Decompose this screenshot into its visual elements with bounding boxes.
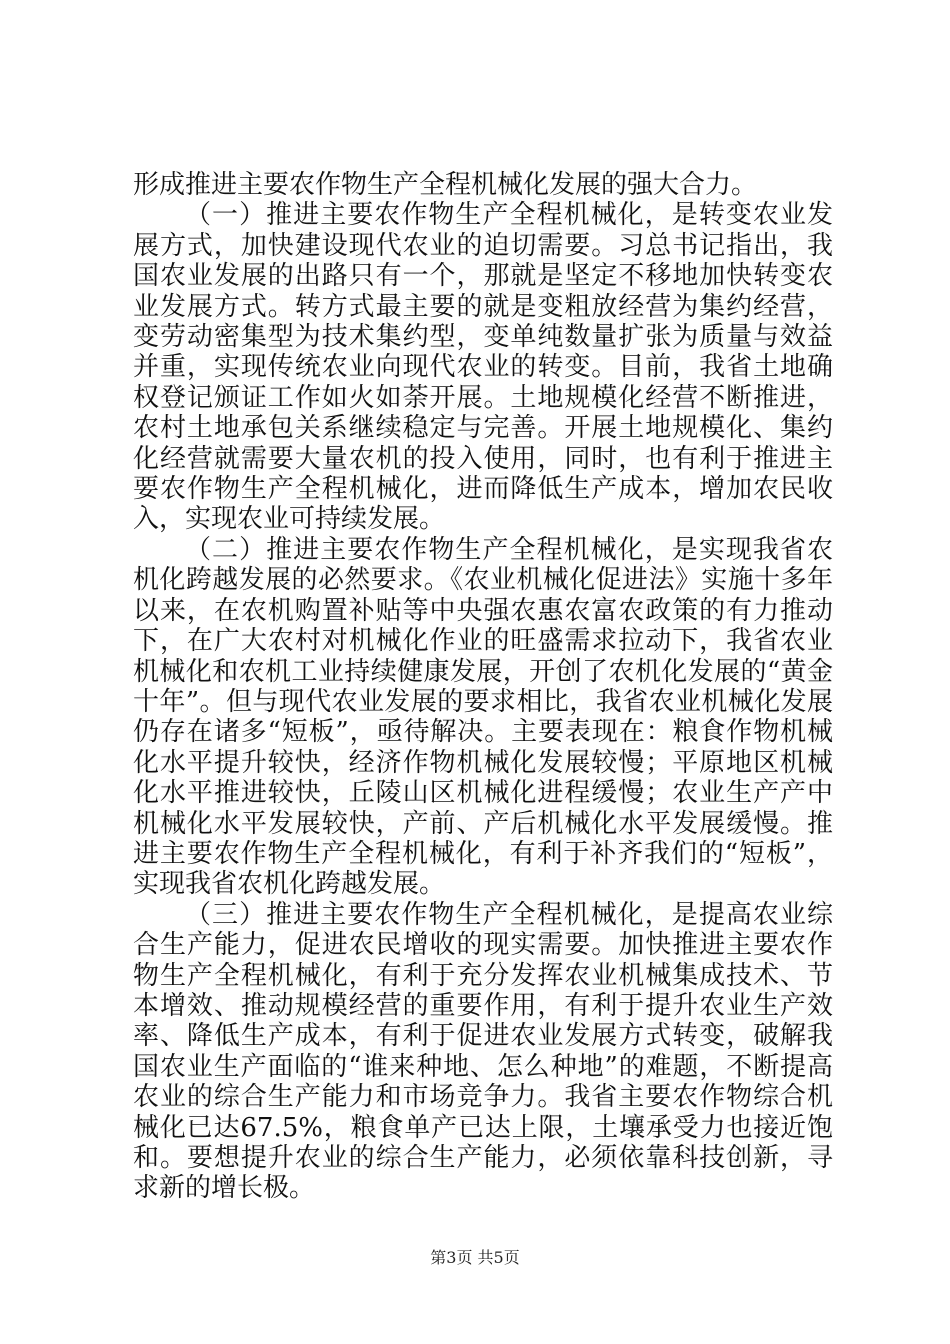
paragraph-continuation: 形成推进主要农作物生产全程机械化发展的强大合力。: [133, 170, 758, 200]
paragraph-section-one: （一）推进主要农作物生产全程机械化，是转变农业发展方式，加快建设现代农业的迫切需要。习总书记指出，我国农业发展的出路只有一个，那就是坚定不移地加快转变农业发展方式。转方式最主要的就是变粗放经营为集约经营，变劳动密集型为技术集约型，变单纯数量扩张为质量与效益并重，实现传统农业向现代农业的转变。目前，我省土地确权登记颁证工作如火如荼开展。土地规模化经营不断推进，农村土地承包关系继续稳定与完善。开展土地规模化、集约化经营就需要大量农机的投入使用，同时，也有利于推进主要农作物生产全程机械化，进而降低生产成本，增加农民收入，实现农业可持续发展。: [133, 200, 833, 535]
paragraph-section-two: （二）推进主要农作物生产全程机械化，是实现我省农机化跨越发展的必然要求。《农业机械化促进法》实施十多年以来，在农机购置补贴等中央强农惠农富农政策的有力推动下，在广大农村对机械化作业的旺盛需求拉动下，我省农业机械化和农机工业持续健康发展，开创了农机化发展的“黄金十年”。但与现代农业发展的要求相比，我省农业机械化发展仍存在诸多“短板”，亟待解决。主要表现在：粮食作物机械化水平提升较快，经济作物机械化发展较慢；平原地区机械化水平推进较快，丘陵山区机械化进程缓慢；农业生产产中机械化水平发展较快，产前、产后机械化水平发展缓慢。推进主要农作物生产全程机械化，有利于补齐我们的“短板”，实现我省农机化跨越发展。: [133, 534, 833, 900]
paragraph-section-three: （三）推进主要农作物生产全程机械化，是提高农业综合生产能力，促进农民增收的现实需要。加快推进主要农作物生产全程机械化，有利于充分发挥农业机械集成技术、节本增效、推动规模经营的重要作用，有利于提升农业生产效率、降低生产成本，有利于促进农业发展方式转变，破解我国农业生产面临的“谁来种地、怎么种地”的难题，不断提高农业的综合生产能力和市场竞争力。我省主要农作物综合机械化已达67.5%，粮食单产已达上限，土壤承受力也接近饱和。要想提升农业的综合生产能力，必须依靠科技创新，寻求新的增长极。: [133, 899, 833, 1204]
page-number-footer: 第3页 共5页: [430, 1248, 520, 1267]
document-body: [133, 170, 833, 1204]
